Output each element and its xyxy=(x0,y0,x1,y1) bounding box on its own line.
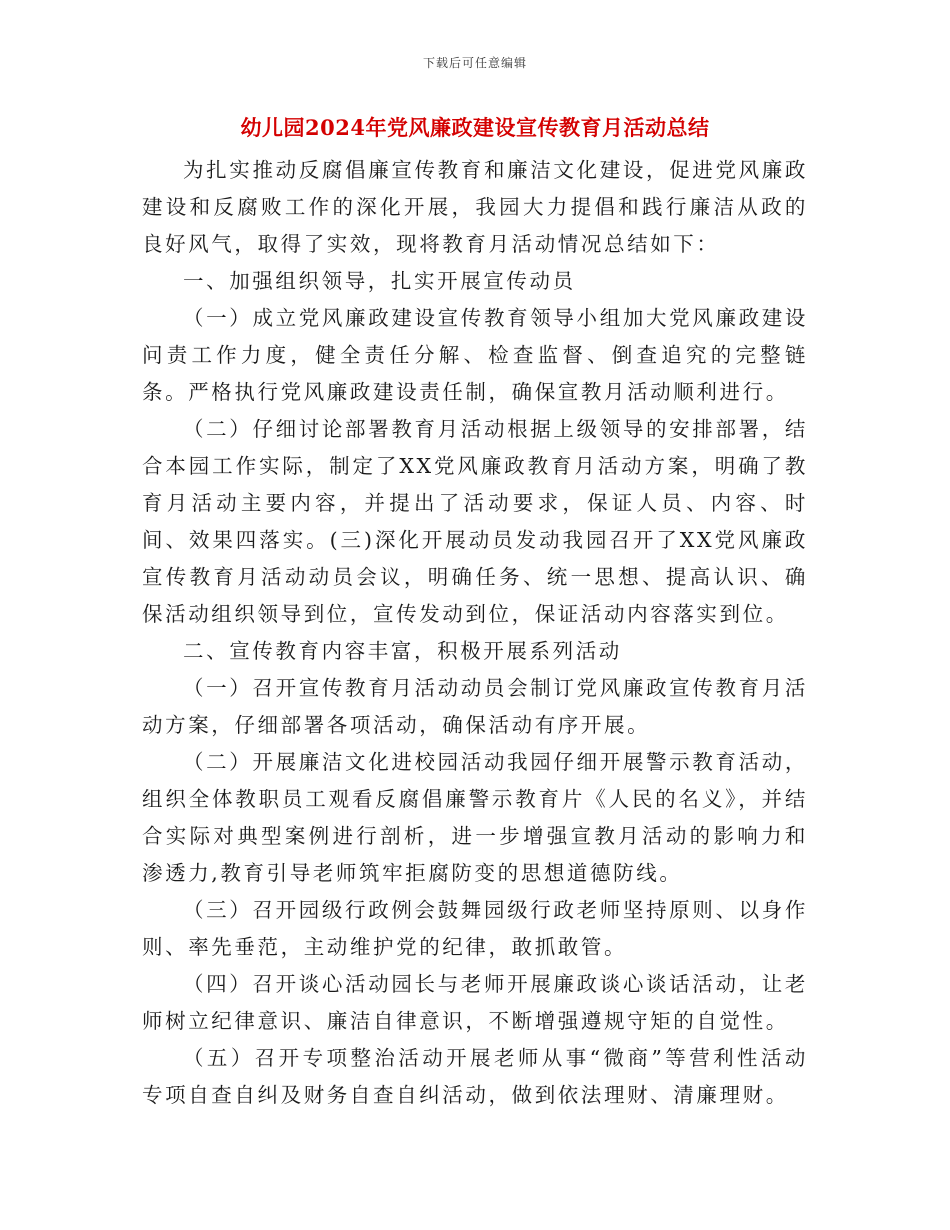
section-heading-1: 一、加强组织领导，扎实开展宣传动员 xyxy=(183,269,576,293)
header-note: 下载后可任意编辑 xyxy=(422,56,527,70)
document-title: 幼儿园2024年党风廉政建设宣传教育月活动总结 xyxy=(240,115,710,140)
section-heading-2: 二、宣传教育内容丰富，积极开展系列活动 xyxy=(183,639,622,663)
paragraph: （一）召开宣传教育月活动动员会制订党风廉政宣传教育月活动方案，仔细部署各项活动，确保活动有序开展。 xyxy=(142,676,808,737)
document-body xyxy=(142,152,808,1114)
paragraph: （二）开展廉洁文化进校园活动我园仔细开展警示教育活动，组织全体教职员工观看反腐倡廉警示教育片《人民的名义》，并结合实际对典型案例进行剖析，进一步增强宣教月活动的影响力和渗透力,教育引导老师筑牢拒腐防变的思想道德防线。 xyxy=(142,750,808,885)
paragraph: （五）召开专项整治活动开展老师从事“微商”等营利性活动专项自查自纠及财务自查自纠活动，做到依法理财、清廉理财。 xyxy=(142,1046,808,1107)
paragraph: （二）仔细讨论部署教育月活动根据上级领导的安排部署，结合本园工作实际，制定了XX党风廉政教育月活动方案，明确了教育月活动主要内容，并提出了活动要求，保证人员、内容、时间、效果四落实。(三)深化开展动员发动我园召开了XX党风廉政宣传教育月活动动员会议，明确任务、统一思想、提高认识、确保活动组织领导到位，宣传发动到位，保证活动内容落实到位。 xyxy=(142,417,808,626)
paragraph: （一）成立党风廉政建设宣传教育领导小组加大党风廉政建设问责工作力度，健全责任分解、检查监督、倒查追究的完整链条。严格执行党风廉政建设责任制，确保宣教月活动顺利进行。 xyxy=(142,306,808,404)
paragraph-intro: 为扎实推动反腐倡廉宣传教育和廉洁文化建设，促进党风廉政建设和反腐败工作的深化开展，我园大力提倡和践行廉洁从政的良好风气，取得了实效，现将教育月活动情况总结如下： xyxy=(142,158,808,256)
paragraph: （四）召开谈心活动园长与老师开展廉政谈心谈话活动，让老师树立纪律意识、廉洁自律意识，不断增强遵规守矩的自觉性。 xyxy=(142,972,808,1033)
paragraph: （三）召开园级行政例会鼓舞园级行政老师坚持原则、以身作则、率先垂范，主动维护党的纪律，敢抓敢管。 xyxy=(142,898,808,959)
